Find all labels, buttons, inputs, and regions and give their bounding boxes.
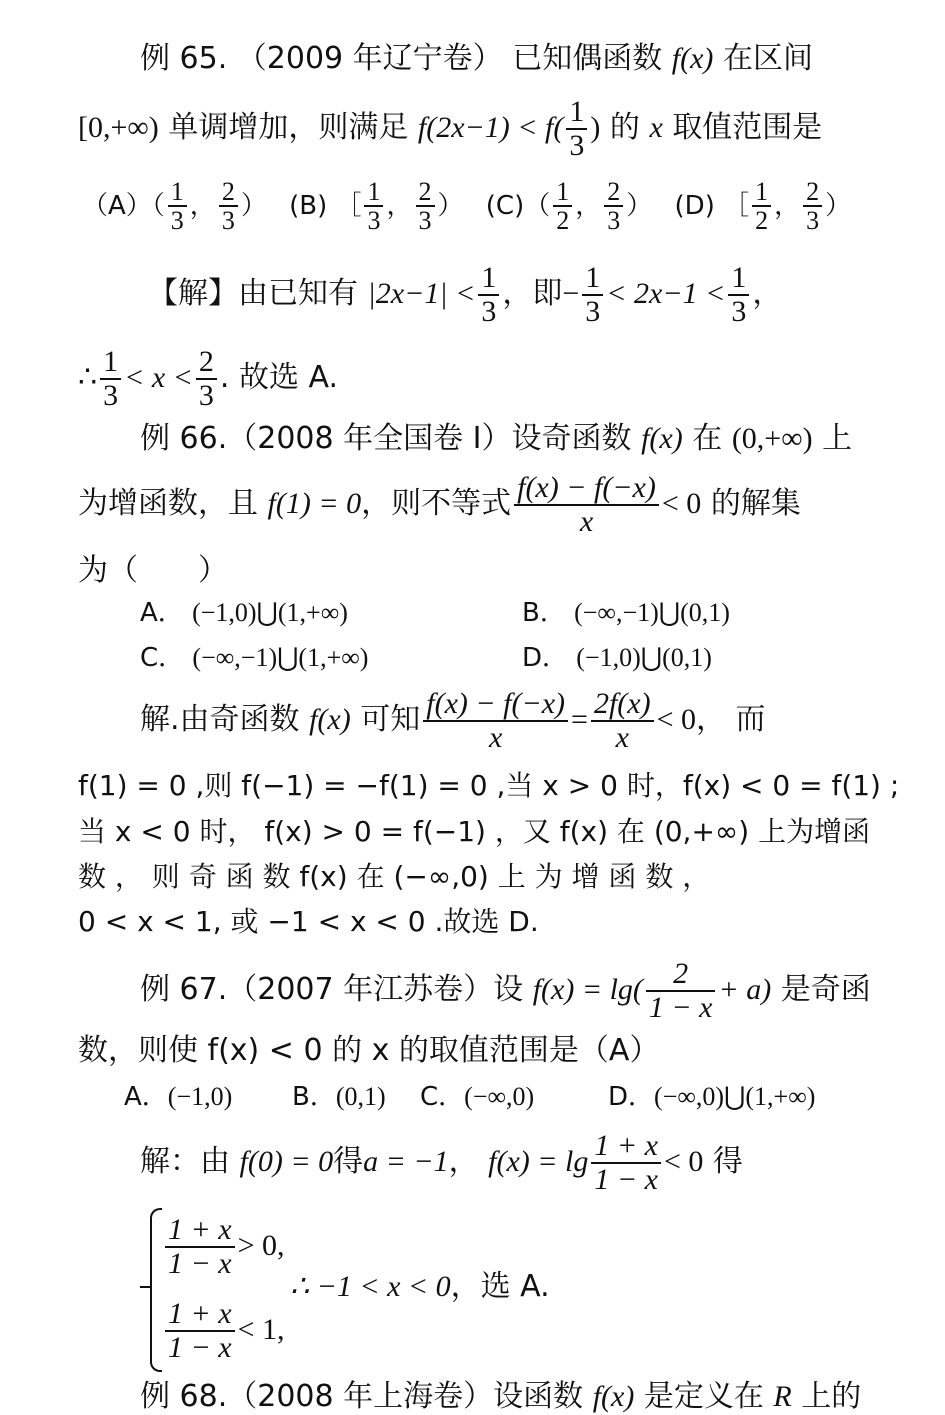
question-text: 上 xyxy=(822,421,853,456)
example-67-source: （2007 年江苏卷）设 xyxy=(227,972,524,1007)
math-expression: = xyxy=(571,703,588,736)
option-label: D． xyxy=(522,643,569,673)
fraction-denominator: 1 − x xyxy=(168,1330,232,1364)
math-expression: < 1, xyxy=(237,1313,285,1346)
math-expression: + a) xyxy=(718,973,772,1006)
fraction-numerator: 1 xyxy=(752,178,771,207)
option-value: (−1,0) xyxy=(167,1082,233,1111)
fraction-numerator: 1 xyxy=(100,346,121,380)
example-67-solution-line-1 xyxy=(140,1130,743,1195)
math-expression: f(x) xyxy=(671,42,714,75)
example-66-solution-line-5 xyxy=(78,905,539,938)
example-66-solution-line-1 xyxy=(140,688,766,753)
math-expression: f(2x−1) < f( xyxy=(417,111,564,144)
choice-label: (D) ［ xyxy=(674,190,750,221)
choice-label: (C)（ xyxy=(485,190,551,221)
math-expression: < 2x−1 < xyxy=(606,277,726,310)
option-b xyxy=(522,600,730,626)
fraction xyxy=(728,262,749,327)
fraction-denominator: 1 − x xyxy=(648,990,713,1024)
example-65-line-2 xyxy=(78,96,822,161)
option-value: (−∞,0) xyxy=(464,1082,535,1111)
fraction-denominator: 3 xyxy=(221,206,235,236)
fraction xyxy=(364,178,383,235)
fraction-numerator: 2f(x) xyxy=(591,688,654,722)
fraction-numerator: 1 xyxy=(582,262,603,296)
fraction-denominator: 2 xyxy=(755,206,769,236)
option-label: B． xyxy=(522,598,566,628)
solution-text: 解：由 xyxy=(140,1144,230,1179)
fraction-numerator: 1 xyxy=(566,96,587,130)
option-label: D． xyxy=(608,1082,655,1112)
fraction xyxy=(168,178,187,235)
math-expression: < 0 xyxy=(661,487,702,520)
fraction-denominator: 3 xyxy=(367,206,381,236)
fraction-numerator: 1 xyxy=(168,178,187,207)
fraction-denominator: 1 − x xyxy=(594,1162,658,1196)
question-text: 在 xyxy=(692,421,723,456)
math-expression: (0,+∞) xyxy=(731,422,813,455)
option-value: (−∞,−1)⋃(0,1) xyxy=(574,598,730,627)
choice-label: (B) ［ xyxy=(289,190,362,221)
fraction-denominator: 3 xyxy=(418,206,432,236)
example-67-line-2 xyxy=(78,1033,660,1068)
example-67-line-1 xyxy=(140,958,871,1023)
math-expression: R xyxy=(773,1380,792,1413)
system-brace xyxy=(150,1208,162,1372)
option-c xyxy=(140,645,368,671)
example-65-label: 例 65. xyxy=(140,41,228,76)
math-expression: ∴ −1 < x < 0 xyxy=(290,1270,451,1303)
separator: ， xyxy=(189,190,216,221)
separator: ， xyxy=(575,190,602,221)
solution-text: ， xyxy=(752,276,783,311)
fraction-numerator: 1 + x xyxy=(165,1298,235,1332)
question-text: 单调增加，则满足 xyxy=(168,110,409,145)
example-65-conclusion xyxy=(78,346,338,411)
example-68-source: （2008 年上海卷）设函数 xyxy=(227,1379,584,1414)
solution-text: 数 ， 则 奇 函 数 f(x) 在 (−∞,0) 上 为 增 函 数 ， xyxy=(78,860,711,893)
fraction-denominator: 3 xyxy=(585,294,601,328)
choice-d xyxy=(674,177,852,236)
fraction-denominator: x xyxy=(579,504,594,538)
math-expression: [0,+∞) xyxy=(78,111,159,144)
math-expression: f(x) xyxy=(641,422,683,455)
choice-label: （A）（ xyxy=(82,190,165,221)
question-text: 的 xyxy=(609,110,640,145)
fraction-numerator: 1 xyxy=(478,262,499,296)
question-text: 取值范围是 xyxy=(672,110,823,145)
solution-text: 得 xyxy=(333,1144,364,1179)
fraction xyxy=(478,262,499,327)
fraction-numerator: 2 xyxy=(196,346,217,380)
fraction xyxy=(100,346,121,411)
math-expression: ) xyxy=(590,111,601,144)
math-expression: > 0, xyxy=(237,1229,285,1262)
solution-label: 【解】 xyxy=(148,276,238,311)
example-68-label: 例 68. xyxy=(140,1379,228,1414)
option-value: (−∞,0)⋃(1,+∞) xyxy=(654,1082,816,1111)
question-text: 是定义在 xyxy=(643,1379,764,1414)
solution-text: f(1) = 0 ,则 f(−1) = −f(1) = 0 ,当 x > 0 时，f(x) < 0 = f(1) ; xyxy=(78,769,900,802)
question-text: 的解集 xyxy=(710,486,801,521)
solution-text: 可知 xyxy=(360,702,421,737)
fraction xyxy=(803,178,822,235)
fraction xyxy=(553,178,572,235)
option-label: C． xyxy=(140,643,185,673)
fraction xyxy=(196,346,217,411)
option-value: (−1,0)⋃(0,1) xyxy=(576,643,712,672)
fraction-numerator: f(x) − f(−x) xyxy=(423,688,568,722)
example-65-source: （2009 年辽宁卷） xyxy=(236,41,503,76)
question-text: 数，则使 f(x) < 0 的 x 的取值范围是（A） xyxy=(78,1033,660,1068)
bracket: ） xyxy=(437,190,464,221)
fraction-denominator: 3 xyxy=(198,378,214,412)
math-expression: < x < xyxy=(124,361,193,394)
question-text: 为（ ） xyxy=(78,553,228,588)
fraction-denominator: 3 xyxy=(103,378,119,412)
question-text: 已知偶函数 xyxy=(512,41,663,76)
math-expression: f(x) = lg xyxy=(488,1145,589,1178)
solution-text: 解.由奇函数 xyxy=(140,702,300,737)
fraction-denominator: 3 xyxy=(806,206,820,236)
solution-text: . 故选 A. xyxy=(219,360,339,395)
choice-a xyxy=(82,177,267,236)
math-expression: f(x) = lg( xyxy=(532,973,643,1006)
fraction xyxy=(514,472,659,537)
example-65-solution xyxy=(148,262,782,327)
fraction-numerator: 2 xyxy=(604,178,623,207)
math-expression: a = −1 xyxy=(363,1145,449,1178)
question-text: 为增函数，且 xyxy=(78,486,258,521)
example-68-line-1 xyxy=(140,1379,862,1414)
fraction xyxy=(582,262,603,327)
example-66-solution-line-2 xyxy=(78,769,900,802)
fraction xyxy=(646,958,716,1023)
fraction-numerator: 1 + x xyxy=(165,1214,235,1248)
fraction-numerator: 2 xyxy=(416,178,435,207)
therefore-symbol: ∴ xyxy=(78,361,98,394)
fraction-denominator: 3 xyxy=(170,206,184,236)
solution-text: 当 x < 0 时， f(x) > 0 = f(−1) ，又 f(x) 在 (0,+∞) 上为增函 xyxy=(78,815,871,848)
example-66-solution-line-3 xyxy=(78,815,871,848)
math-expression: f(0) = 0 xyxy=(239,1145,334,1178)
fraction-numerator: f(x) − f(−x) xyxy=(514,472,659,506)
option-value: (−∞,−1)⋃(1,+∞) xyxy=(192,643,369,672)
choice-b xyxy=(289,177,464,236)
question-text: 是奇函 xyxy=(780,972,871,1007)
fraction-numerator: 2 xyxy=(646,958,716,992)
choice-c xyxy=(485,177,653,236)
option-value: (−1,0)⋃(1,+∞) xyxy=(192,598,348,627)
fraction-numerator: 1 xyxy=(553,178,572,207)
fraction-numerator: 2 xyxy=(803,178,822,207)
fraction xyxy=(416,178,435,235)
fraction-denominator: 1 − x xyxy=(168,1246,232,1280)
fraction-numerator: 1 xyxy=(364,178,383,207)
question-text: 在区间 xyxy=(722,41,813,76)
question-text: ，则不等式 xyxy=(361,486,512,521)
example-66-line-2 xyxy=(78,472,801,537)
bracket: ） xyxy=(626,190,653,221)
fraction-denominator: 2 xyxy=(556,206,570,236)
system-inequality-1 xyxy=(162,1214,284,1279)
math-expression: x xyxy=(649,111,663,144)
fraction xyxy=(752,178,771,235)
system-conclusion xyxy=(290,1269,550,1304)
example-66-label: 例 66. xyxy=(140,421,228,456)
fraction xyxy=(566,96,587,161)
math-expression: < 0 xyxy=(656,703,697,736)
fraction-denominator: 3 xyxy=(569,128,585,162)
solution-text: ， 而 xyxy=(696,702,766,737)
fraction xyxy=(423,688,568,753)
option-value: (0,1) xyxy=(335,1082,386,1111)
option-a xyxy=(124,1084,232,1110)
fraction-denominator: 3 xyxy=(731,294,747,328)
example-66-line-1 xyxy=(140,421,853,456)
fraction xyxy=(165,1298,235,1363)
math-expression: f(1) = 0 xyxy=(267,487,362,520)
bracket: ） xyxy=(240,190,267,221)
fraction xyxy=(591,688,654,753)
fraction xyxy=(219,178,238,235)
separator: ， xyxy=(774,190,801,221)
fraction-numerator: 2 xyxy=(219,178,238,207)
option-label: C． xyxy=(420,1082,465,1112)
fraction-denominator: 3 xyxy=(607,206,621,236)
example-66-source: （2008 年全国卷 I）设奇函数 xyxy=(227,421,632,456)
system-inequality-2 xyxy=(162,1298,284,1363)
math-expression: |2x−1| < xyxy=(367,277,476,310)
bracket: ） xyxy=(825,190,852,221)
solution-text: ，选 A. xyxy=(450,1269,550,1304)
math-expression: f(x) xyxy=(592,1380,635,1413)
example-66-line-3 xyxy=(78,553,228,588)
fraction-denominator: x xyxy=(615,720,629,754)
option-d xyxy=(522,645,712,671)
example-65-line-1 xyxy=(140,41,813,76)
option-label: A． xyxy=(124,1082,168,1112)
math-expression: − xyxy=(562,277,580,310)
solution-text: ， xyxy=(448,1144,479,1179)
fraction-denominator: x xyxy=(488,720,503,754)
solution-text: 0 < x < 1, 或 −1 < x < 0 .故选 D. xyxy=(78,905,539,938)
option-a xyxy=(140,600,348,626)
fraction xyxy=(604,178,623,235)
math-expression: f(x) xyxy=(309,703,351,736)
separator: ， xyxy=(386,190,413,221)
option-label: A． xyxy=(140,598,184,628)
option-label: B． xyxy=(292,1082,336,1112)
fraction-denominator: 3 xyxy=(481,294,497,328)
option-d xyxy=(608,1084,815,1110)
example-67-label: 例 67. xyxy=(140,972,228,1007)
example-66-solution-line-4 xyxy=(78,860,711,893)
fraction xyxy=(591,1130,661,1195)
fraction xyxy=(165,1214,235,1279)
example-65-choices xyxy=(82,178,851,235)
option-b xyxy=(292,1084,386,1110)
solution-text: ，即 xyxy=(502,276,563,311)
solution-text: 由已知有 xyxy=(238,276,358,311)
question-text: 上的 xyxy=(801,1379,862,1414)
option-c xyxy=(420,1084,534,1110)
fraction-numerator: 1 xyxy=(728,262,749,296)
system-brace-tip xyxy=(140,1286,152,1288)
fraction-numerator: 1 + x xyxy=(591,1130,661,1164)
math-expression: < 0 xyxy=(663,1145,704,1178)
solution-text: 得 xyxy=(712,1144,743,1179)
